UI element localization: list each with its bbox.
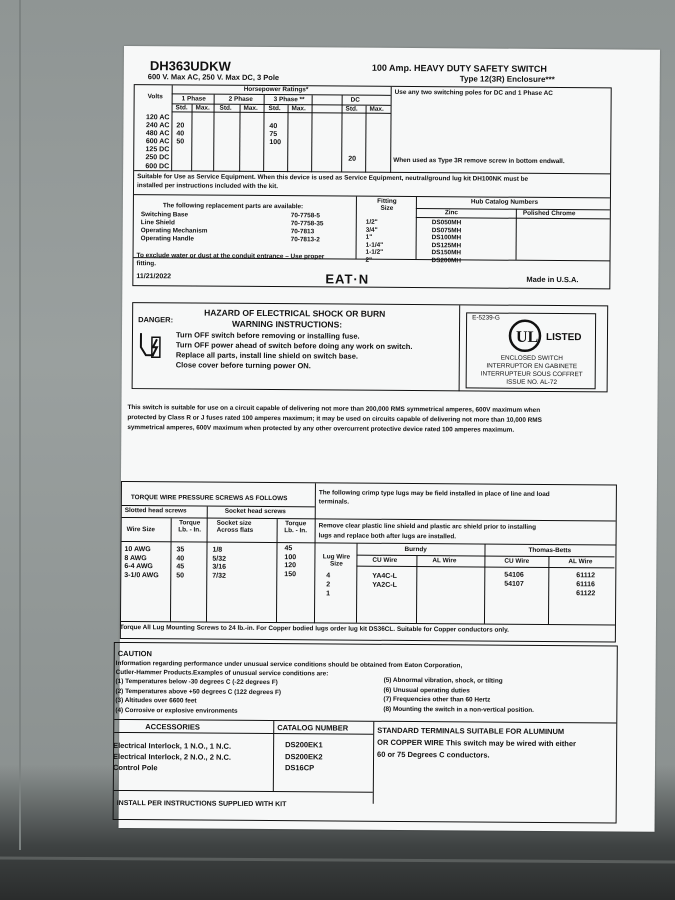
rating-text: 600 V. Max AC, 250 V. Max DC, 3 Pole — [147, 72, 280, 83]
ul-listed: LISTED — [545, 331, 582, 344]
phase3-header: 3 Phase ** — [273, 96, 305, 104]
wire-sizes: 10 AWG 8 AWG 6-4 AWG 3-1/0 AWG — [124, 546, 159, 579]
zinc-numbers: DS050MH DS075MH DS100MH DS125MH DS150MH DS200MH — [431, 219, 462, 265]
fitting-sizes: 1/2" 3/4" 1" 1-1/4" 1-1/2" 2" — [365, 218, 384, 264]
replacement-names: Switching Base Line Shield Operating Mechanism Operating Handle — [140, 211, 208, 243]
ul-listing-text: ENCLOSED SWITCH INTERRUPTOR EN GABINETE INTERRUPTEUR SOUS COFFRET ISSUE NO. AL-72 — [480, 354, 583, 387]
eaton-logo: EAT·N — [325, 271, 370, 287]
model-number: DH363UDKW — [149, 58, 231, 74]
lug-sizes: 4 2 1 — [326, 572, 331, 598]
max-label: Max. — [369, 105, 384, 113]
tb-al-values: 61112 61116 61122 — [576, 572, 596, 598]
zinc-header: Zinc — [444, 209, 459, 217]
ul-logo-icon — [508, 319, 544, 353]
lug-intro: The following crimp type lugs may be field installed in place of line and load terminals. — [318, 489, 550, 506]
volts-column: 120 AC 240 AC 480 AC 600 AC 125 DC 250 DC 600 DC — [145, 114, 170, 170]
volts-header: Volts — [147, 93, 163, 101]
caution-list-right: (5) Abnormal vibration, shock, or tilting (6) Unusual operating duties (7) Frequencies other than 60 Hertz (8) Mounting the switch in a non-vertical position. — [383, 676, 534, 714]
caution-label: CAUTION — [117, 648, 152, 659]
std-label: Std. — [268, 105, 281, 113]
hp-note-top: Use any two switching poles for DC and 1 Phase AC — [394, 88, 553, 97]
phase1-header: 1 Phase — [181, 95, 206, 103]
burndy-cu-values: YA4C-L YA2C-L — [372, 572, 397, 589]
danger-instructions: Turn OFF switch before removing or installing fuse. Turn OFF power ahead of switch before doing any work on switch. Replace all parts, install line shield on switch base. Close cover before turning power ON. — [175, 330, 413, 371]
wire-size-header: Wire Size — [126, 526, 156, 534]
danger-title: HAZARD OF ELECTRICAL SHOCK OR BURN — [204, 307, 386, 319]
service-note: Suitable for Use as Service Equipment. When this device is used as Service Equipment, neutral/ground lug kit DH100NK must be installed per instructions included with the kit. — [137, 173, 529, 190]
dc-std-value: 20 — [348, 155, 357, 163]
terminals-note: STANDARD TERMINALS SUITABLE FOR ALUMINUM OR COPPER WIRE This switch may be wired with either 60 or 75 Degrees C conductors. — [377, 725, 576, 760]
std-label: Std. — [345, 105, 358, 113]
torque-note: Torque All Lug Mounting Screws to 24 lb.-in. For Copper bodied lugs order lug kit DS36CL. Suitable for Copper conductors only. — [119, 623, 509, 634]
slot-torque-header: Torque Lb. - In. — [178, 519, 202, 534]
max-label: Max. — [291, 105, 306, 113]
burndy-al-header: AL Wire — [432, 557, 457, 565]
socket-sizes: 1/8 5/32 3/16 7/32 — [212, 546, 227, 580]
fitting-note: To exclude water or dust at the conduit entrance – Use proper fitting. — [136, 252, 325, 268]
caution-list-left: (1) Temperatures below -30 degrees C (-22 degrees F) (2) Temperatures above +50 degrees C (122 degrees F) (3) Altitudes over 6600 feet (4) Corrosive or explosive environments — [115, 677, 282, 715]
max-label: Max. — [195, 104, 210, 112]
lug-remove-note: Remove clear plastic line shield and plastic arc shield prior to installing lugs and replace both after lugs are installed. — [318, 522, 537, 541]
lug-wire-size-header: Lug Wire Size — [322, 553, 351, 568]
circuit-rating-note: This switch is suitable for use on a circuit capable of delivering not more than 200,000 RMS symmetrical amperes, 600V maximum when protected by Class R or J fuses rated 100 amperes maximum; it may be used on circuits capable of delivering not more than 10,000 RMS symmetrical amperes, 600V maximum when protected by any other overcurrent protective device rated 100 amperes maximum. — [127, 404, 542, 434]
burndy-header: Burndy — [404, 545, 427, 554]
phase3-std-values: 40 75 100 — [269, 123, 282, 147]
accessories-header: ACCESSORIES — [145, 722, 200, 732]
replacement-heading: The following replacement parts are available: — [162, 202, 304, 211]
slotted-header: Slotted head screws — [124, 507, 187, 515]
tb-cu-values: 54106 54107 — [504, 571, 524, 588]
tb-al-header: AL Wire — [568, 558, 593, 566]
svg-text:UL: UL — [515, 328, 539, 346]
accessory-items: Electrical Interlock, 1 N.O., 1 N.C. Electrical Interlock, 2 N.O., 2 N.C. Control Pole — [112, 740, 232, 773]
fitting-size-header: Fitting Size — [377, 197, 397, 212]
danger-subtitle: WARNING INSTRUCTIONS: — [232, 318, 343, 330]
enclosure-type: Type 12(3R) Enclosure*** — [459, 74, 555, 85]
socket-header: Socket head screws — [224, 507, 286, 516]
max-label: Max. — [243, 104, 258, 112]
tb-cu-header: CU Wire — [504, 557, 530, 565]
ul-file-number: E-5239-G — [472, 314, 500, 322]
dc-header: DC — [350, 96, 360, 104]
caution-intro: Information regarding performance under unusual service conditions should be obtained from Eaton Corporation, Cutler-Hammer Products.Examples of unusual service conditions are: — [115, 659, 463, 678]
label-sheet — [112, 46, 660, 832]
install-note: INSTALL PER INSTRUCTIONS SUPPLIED WITH KIT — [116, 799, 287, 809]
hp-header: Horsepower Ratings* — [243, 85, 309, 94]
burndy-cu-header: CU Wire — [372, 556, 398, 564]
accessory-numbers: DS200EK1 DS200EK2 DS16CP — [284, 740, 323, 773]
torque-title: TORQUE WIRE PRESSURE SCREWS AS FOLLOWS — [130, 494, 288, 503]
slot-torques: 35 40 45 50 — [176, 546, 185, 579]
socket-torque-header: Torque Lb. - In. — [284, 520, 308, 535]
chrome-header: Polished Chrome — [522, 209, 576, 218]
catalog-number-header: CATALOG NUMBER — [277, 723, 349, 733]
phase2-header: 2 Phase — [228, 95, 253, 103]
made-in-usa: Made in U.S.A. — [526, 274, 579, 285]
hub-title: Hub Catalog Numbers — [470, 198, 539, 206]
socket-torques: 45 100 120 150 — [284, 545, 297, 578]
replacement-numbers: 70-7758-5 70-7758-35 70-7813 70-7813-2 — [290, 212, 324, 244]
std-label: Std. — [175, 104, 188, 112]
thomas-betts-header: Thomas-Betts — [528, 546, 572, 555]
hp-note-bottom: When used as Type 3R remove screw in bottom endwall. — [393, 156, 565, 166]
phase1-std-values: 20 40 50 — [176, 122, 185, 146]
danger-label: DANGER: — [138, 315, 174, 325]
socket-size-header: Socket size Across flats — [216, 519, 254, 534]
switch-title: 100 Amp. HEAVY DUTY SAFETY SWITCH — [371, 62, 547, 74]
shock-hazard-icon — [136, 329, 166, 363]
std-label: Std. — [219, 104, 232, 112]
date: 11/21/2022 — [136, 273, 172, 281]
